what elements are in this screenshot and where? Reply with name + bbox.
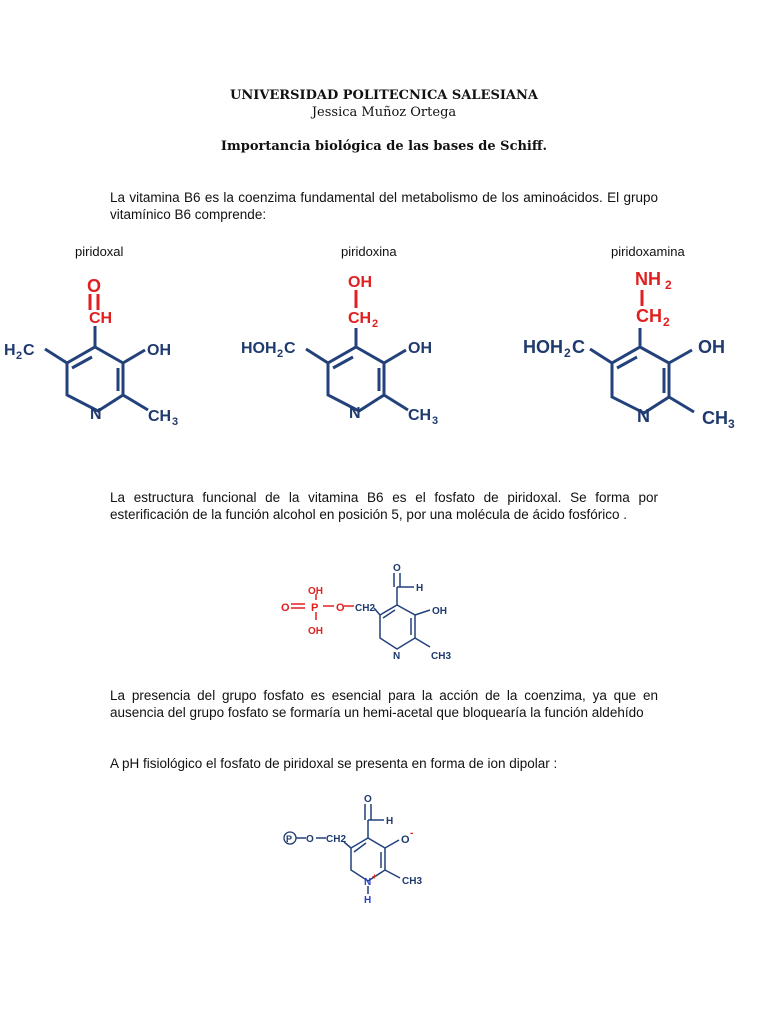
atom-oxygen: O	[393, 563, 401, 574]
phosphate-paragraph: La presencia del grupo fosfato es esencial para la acción de la coenzima, ya que en ausencia del grupo fosfato se formaría un hemi-acetal que bloquearía la función aldehído	[110, 688, 658, 720]
subscript-2: 2	[372, 318, 379, 330]
group-ch3: CH3	[402, 876, 423, 887]
subscript-2: 2	[16, 350, 23, 362]
atom-oxygen: O	[336, 602, 345, 614]
group-ch2: CH2	[355, 603, 376, 614]
atom-nitrogen: N	[637, 406, 650, 426]
subscript-2: 2	[277, 348, 284, 360]
atom-h: H	[386, 816, 394, 827]
subscript-3: 3	[728, 417, 735, 431]
atom-oxygen: O	[306, 834, 314, 845]
atom-nitrogen: N	[90, 406, 102, 423]
university-name: UNIVERSIDAD POLITECNICA SALESIANA	[230, 88, 538, 103]
group-hoh: HOH	[241, 340, 277, 357]
subscript-3: 3	[432, 415, 439, 427]
atom-oxygen: O	[401, 834, 410, 846]
author-name: Jessica Muñoz Ortega	[311, 105, 457, 120]
structure-paragraph: La estructura funcional de la vitamina B6 es el fosfato de piridoxal. Se forma por esterificación de la función alcohol en posición 5, por una molécula de ácido fosfórico .	[110, 490, 658, 522]
piridoxal-structure	[0, 270, 220, 440]
group-oh: OH	[308, 586, 323, 597]
atom-h: H	[416, 583, 424, 594]
atom-ch: CH	[89, 310, 113, 327]
atom-h: H	[364, 895, 372, 906]
piridoxina-structure	[230, 270, 460, 440]
atom-nitrogen: N	[393, 651, 401, 662]
atom-ch: CH	[636, 306, 662, 326]
document-title: Importancia biológica de las bases de Schiff.	[220, 139, 548, 154]
label-piridoxina: piridoxina	[341, 244, 397, 259]
group-oh: OH	[408, 340, 432, 357]
group-oh: OH	[698, 337, 725, 357]
subscript-2: 2	[665, 278, 672, 292]
label-piridoxal: piridoxal	[75, 244, 124, 259]
atom-phosphorus: P	[286, 834, 293, 844]
group-ch3: CH3	[431, 651, 452, 662]
negative-charge: -	[410, 828, 414, 839]
atom-c: C	[572, 337, 585, 357]
subscript-2: 2	[564, 346, 571, 360]
intro-paragraph: La vitamina B6 es la coenzima fundamental del metabolismo de los aminoácidos. El grupo vitamínico B6 comprende:	[110, 190, 658, 222]
atom-ch: CH	[148, 408, 172, 425]
atom-c: C	[23, 342, 35, 359]
label-piridoxamina: piridoxamina	[611, 244, 685, 259]
group-oh: OH	[348, 274, 372, 291]
dipolar-ion-structure	[278, 790, 458, 910]
atom-h: H	[4, 342, 16, 359]
pyridoxal-phosphate-structure	[270, 560, 480, 670]
atom-c: C	[284, 340, 296, 357]
group-ch2: CH2	[326, 834, 347, 845]
atom-ch: CH	[348, 310, 372, 327]
ph-paragraph: A pH fisiológico el fosfato de piridoxal se presenta en forma de ion dipolar :	[110, 756, 558, 771]
piridoxamina-structure	[512, 262, 752, 440]
atom-oxygen: O	[87, 276, 102, 296]
group-oh: OH	[147, 342, 171, 359]
subscript-3: 3	[172, 416, 179, 428]
atom-oxygen: O	[281, 602, 290, 614]
group-oh: OH	[432, 606, 447, 617]
atom-nitrogen: N	[349, 405, 361, 422]
group-oh: OH	[308, 626, 323, 637]
atom-phosphorus: P	[311, 602, 319, 614]
atom-nitrogen: N	[364, 877, 372, 888]
group-hoh: HOH	[523, 337, 563, 357]
subscript-2: 2	[663, 315, 670, 329]
atom-ch: CH	[408, 407, 432, 424]
atom-oxygen: O	[364, 794, 372, 805]
group-nh: NH	[635, 269, 661, 289]
positive-charge: +	[372, 872, 377, 881]
atom-ch: CH	[702, 408, 728, 428]
